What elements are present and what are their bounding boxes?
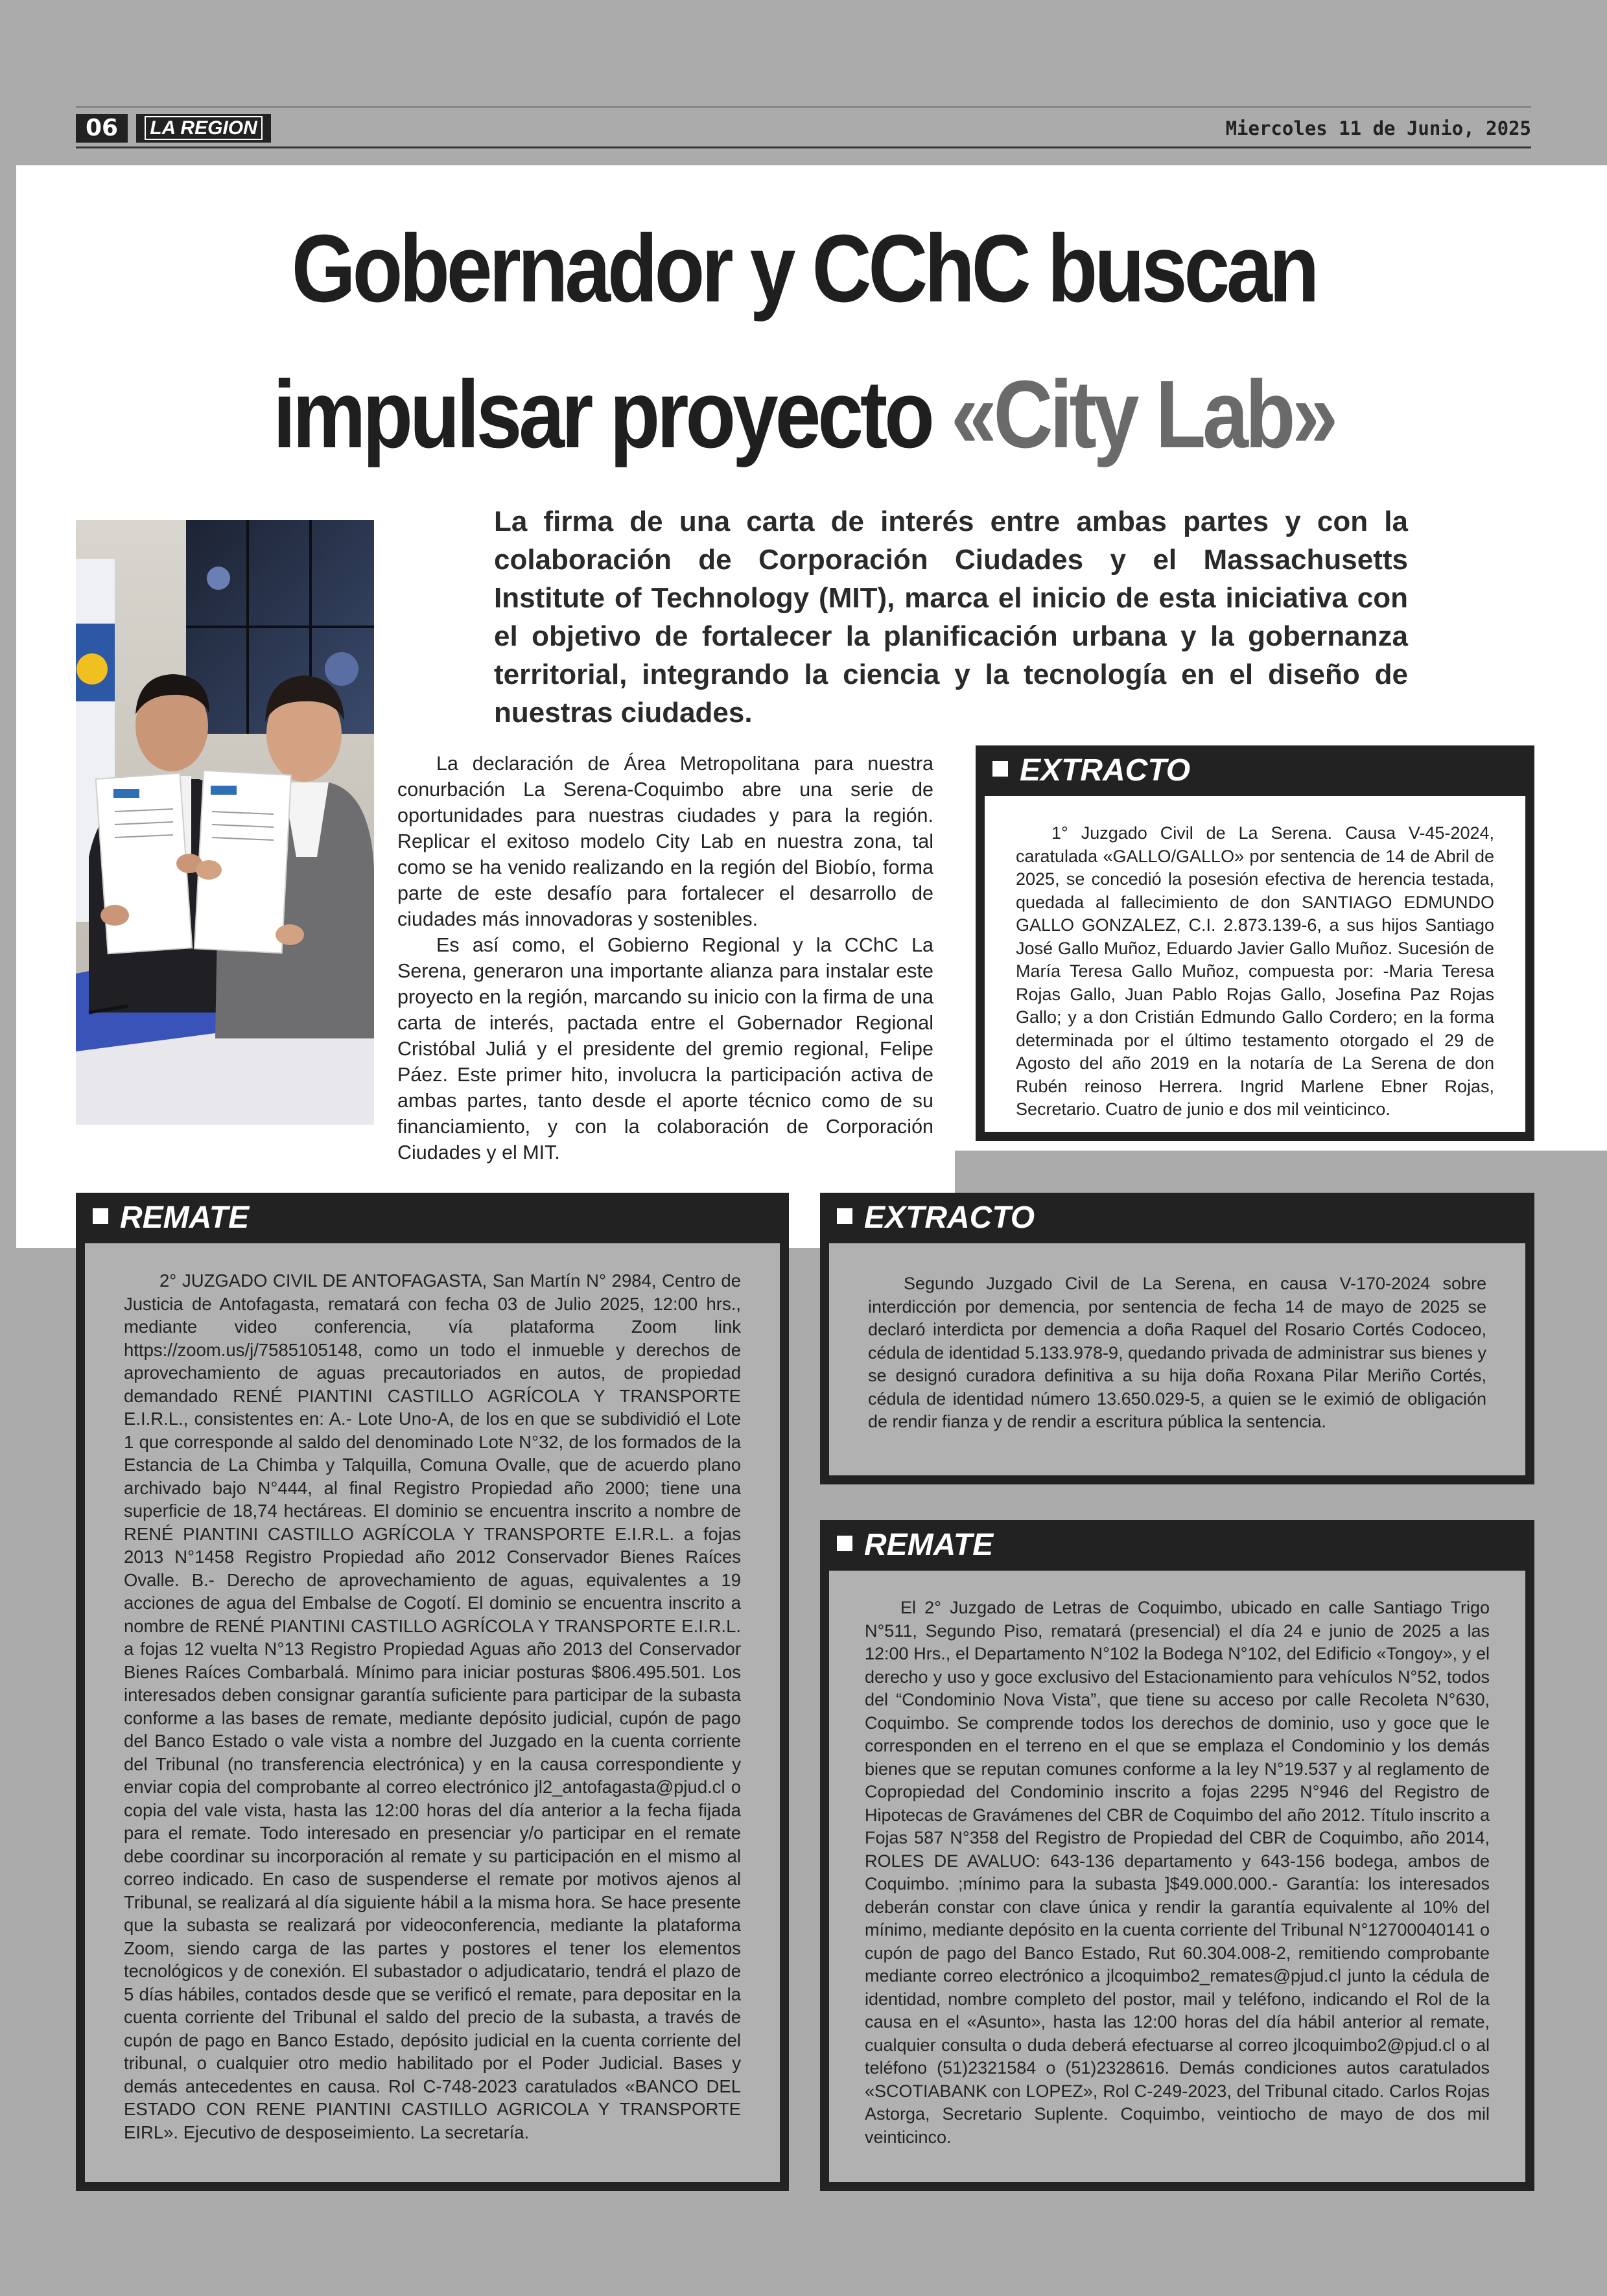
headline-line-1: Gobernador y CChC buscan [291,215,1317,322]
headline-accent: «City Lab» [950,361,1335,468]
notice-text: 1° Juzgado Civil de La Serena. Causa V-45-2024, caratulada «GALLO/GALLO» por sentencia de 14 de Abril de 2025, se concedió la posesión efectiva de herencia testada, quedada al fallecimiento de don SANTIAGO EDMUNDO GALLO GONZALEZ, C.I. 2.873.139-6, a sus hijos Santiago José Gallo Muñoz, Eduardo Javier Gallo Muñoz. Sucesión de María Teresa Gallo Muñoz, compuesta por: -Maria Teresa Rojas Gallo, Juan Pablo Rojas Gallo, Josefina Paz Rojas Gallo; y a don Cristián Edmundo Gallo Cordero; en la forma determinada por el último testamento otorgado el 29 de Agosto del año 2019 en la notaría de La Serena de don Rubén reinoso Herrera. Ingrid Marlene Ebner Rojas, Secretario. Cuatro de junio e dos mil veinticinco. [1016,823,1494,1119]
notice-body [829,1243,1525,1475]
notice-title: EXTRACTO [1020,753,1191,788]
notice-body [85,1243,780,2182]
headline-line-2 [180,360,1428,470]
square-bullet-icon [837,1536,852,1551]
header-bottom-rule [76,146,1531,148]
notice-title: EXTRACTO [864,1201,1035,1235]
notice-header [976,745,1534,796]
notice-remate-2 [820,1520,1534,2191]
notice-title: REMATE [120,1201,250,1235]
notice-remate-1 [76,1193,789,2191]
notice-header [820,1193,1534,1243]
page-number: 06 [76,114,128,143]
article-paragraph: La declaración de Área Metropolitana para nuestra conurbación La Serena-Coquimbo abre una serie de oportunidades para nuestras ciudades y para la región. Replicar el exitoso modelo City Lab en nuestra zona, tal como se ha venido realizando en la región del Biobío, forma parte de este desafío para fortalecer el desarrollo de ciudades más innovadoras y sostenibles. [397,753,933,930]
notice-extracto-2 [820,1193,1534,1484]
article-lead: La firma de una carta de interés entre ambas partes y con la colaboración de Corporación Ciudades y el Massachusetts Institute of Technology (MIT), marca el inicio de esta iniciativa con el objetivo de fortalecer la planificación urbana y la gobernanza territorial, integrando la ciencia y la tecnología en el diseño de nuestras ciudades. [494,506,1408,729]
publication-masthead [136,114,271,143]
square-bullet-icon [93,1208,108,1224]
notice-text: El 2° Juzgado de Letras de Coquimbo, ubicado en calle Santiago Trigo N°511, Segundo Piso, rematará (presencial) el día 24 e junio de 2025 a las 12:00 Hrs., el Departamento N°102 la Bodega N°102, del Edificio «Tongoy», y el derecho y uso y goce exclusivo del Estacionamiento para vehículos N°52, todos del “Condominio Nova Vista”, que tiene su acceso por calle Recoleta N°630, Coquimbo. Se comprende todos los derechos de dominio, uso y goce que le corresponden en el terreno en el que se emplaza el Condominio y los demás bienes que se reputan comunes conforme a la ley N°19.537 y al reglamento de Copropiedad del Condominio inscrito a fojas 2295 N°946 del Registro de Hipotecas de Gravámenes del CBR de Coquimbo del año 2012. Título inscrito a Fojas 587 N°358 del Registro de Propiedad del CBR de Coquimbo, año 2014, ROLES DE AVALUO: 643-136 departamento y 643-156 bodega, ambos de Coquimbo. ;mínimo para la subasta ]$49.000.000.- Garantía: los interesados deberán constar con clave única y rendir la garantía equivalente al 10% del mínimo, mediante depósito en la cuenta corriente del Tribunal N°12700040141 o cupón de pago del Banco Estado, Rut 60.304.008-2, remitiendo comprobante mediante correo electrónico a jlcoquimbo2_remates@pjud.cl junto la cédula de identidad, nombre completo del postor, mail y teléfono, indicando el Rol de la causa en el «Asunto», hasta las 12:00 horas del día hábil anterior al remate, cualquier consulta o duda deberá efectuarse al correo jlcoquimbo2@pjud.cl o al teléfono (51)2321584 o (51)2328616. Demás condiciones autos caratulados «SCOTIABANK con LOPEZ», Rol C-249-2023, del Tribunal citado. Carlos Rojas Astorga, Secretario Suplente. Coquimbo, veintiocho de mayo de dos mil veinticinco. [865,1598,1490,2147]
notice-extracto-1 [976,745,1534,1141]
photo-icon [76,520,374,1125]
notice-header [76,1193,789,1243]
issue-date: Miercoles 11 de Junio, 2025 [1225,117,1531,139]
article-paragraph: Es así como, el Gobierno Regional y la CChC La Serena, generaron una importante alianza para instalar este proyecto en la región, marcando su inicio con la firma de una carta de interés, pactada entre el Gobernador Regional Cristóbal Juliá y el presidente del gremio regional, Felipe Páez. Este primer hito, involucra la participación activa de ambas partes, tanto desde el aporte técnico como de su financiamiento, y con la colaboración de Corporación Ciudades y el MIT. [397,934,933,1164]
square-bullet-icon [837,1208,852,1224]
publication-name: LA REGION [145,116,263,140]
notice-body [985,796,1525,1132]
headline-line-2-text: impulsar proyecto [273,361,951,468]
article-photo [76,520,374,1125]
notice-text: Segundo Juzgado Civil de La Serena, en causa V-170-2024 sobre interdicción por demencia, por sentencia de fecha 14 de mayo de 2025 se declaró interdicta por demencia a doña Raquel del Rosario Cortés Codoceo, cédula de identidad 5.133.978-9, quedando privada de administrar sus bienes y se designó curadora definitiva a su hija doña Roxana Pilar Meriño Cortés, cédula de identidad número 13.650.029-5, a quien se le eximió de obligación de rendir fianza y de rendir a escritura pública la sentencia. [868,1274,1486,1431]
notice-body [829,1571,1525,2182]
notice-text: 2° JUZGADO CIVIL DE ANTOFAGASTA, San Martín N° 2984, Centro de Justicia de Antofagasta, rematará con fecha 03 de Julio 2025, 12:00 hrs., mediante video conferencia, vía plataforma Zoom link https://zoom.us/j/7585105148, como un todo el inmueble y derechos de aprovechamiento de aguas precautoriados en autos, de propiedad demandado RENÉ PIANTINI CASTILLO AGRÍCOLA Y TRANSPORTE E.I.R.L., consistentes en: A.- Lote Uno-A, de los en que se subdividió el Lote 1 que corresponde al saldo del denominado Lote N°32, de los formados de la Estancia de La Chimba y Talquilla, Comuna Ovalle, que de acuerdo plano archivado bajo N°444, al final Registro Propiedad año 2000; tiene una superficie de 18,74 hectáreas. El dominio se encuentra inscrito a nombre de RENÉ PIANTINI CASTILLO AGRÍCOLA Y TRANSPORTE E.I.R.L. a fojas 2013 N°1458 Registro Propiedad año 2012 Conservador Bienes Raíces Ovalle. B.- Derecho de aprovechamiento de aguas, equivalentes a 19 acciones de agua del Embalse de Cogotí. El dominio se encuentra inscrito a nombre de RENÉ PIANTINI CASTILLO AGRÍCOLA Y TRANSPORTE E.I.R.L. a fojas 12 vuelta N°13 Registro Propiedad Aguas año 2013 del Conservador Bienes Raíces Combarbalá. Mínimo para iniciar posturas $806.495.501. Los interesados deben consignar garantía suficiente para participar de la subasta conforme a las bases de remate, mediante depósito judicial, cupón de pago del Banco Estado o vale vista a nombre del Juzgado en la cuenta corriente del Tribunal (no transferencia electrónica) y en la causa correspondiente y enviar copia del comprobante al correo electrónico jl2_antofagasta@pjud.cl o copia del vale vista, hasta las 12:00 horas del día anterior a la fecha fijada para el remate. Todo interesado en presenciar y/o participar en el remate debe coordinar su incorporación al remate y su participación en el mismo al correo indicado. En caso de suspenderse el remate por motivos ajenos al Tribunal, se realizará al día siguiente hábil a la misma hora. Se hace presente que la subasta se realizará por videoconferencia, mediante la plataforma Zoom, siendo carga de las partes y postores el tener los elementos tecnológicos y de conexión. El subastador o adjudicatario, tendrá el plazo de 5 días hábiles, contados desde que se verificó el remate, para depositar en la cuenta corriente del Tribunal el saldo del precio de la subasta, a través de cupón de pago en Banco Estado, depósito judicial en la cuenta corriente del tribunal, o cualquier otro medio habilitado por el Poder Judicial. Bases y demás antecedentes en causa. Rol C-748-2023 caratulados «BANCO DEL ESTADO CON RENE PIANTINI CASTILLO AGRICOLA Y TRANSPORTE EIRL». Ejecutivo de desposeimiento. La secretaría. [124,1271,741,2142]
header-top-rule [76,106,1531,108]
notice-header [820,1520,1534,1571]
square-bullet-icon [992,761,1008,777]
article-body [397,751,933,1166]
notice-title: REMATE [864,1528,994,1562]
